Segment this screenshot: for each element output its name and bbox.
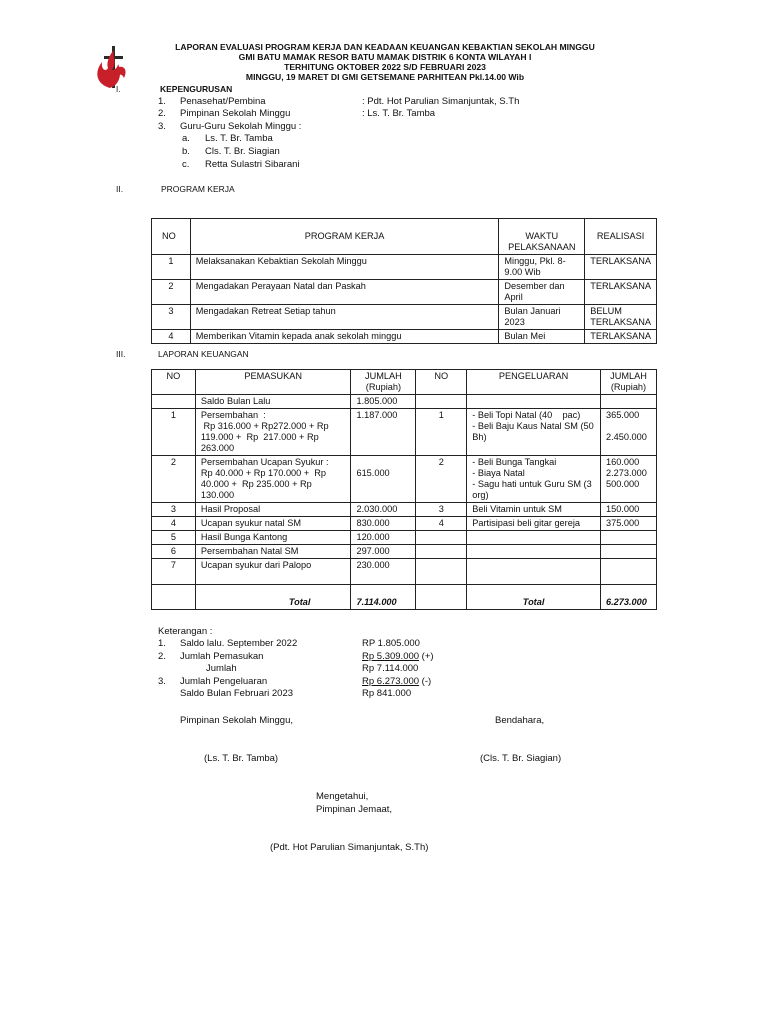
col-header-pengeluaran: PENGELUARAN xyxy=(467,370,601,395)
keterangan-label: Jumlah xyxy=(206,663,237,674)
kepengurusan-num: 1. xyxy=(158,96,166,107)
cell-no: 5 xyxy=(152,531,196,545)
total-pengeluaran: 6.273.000 xyxy=(600,585,656,610)
report-title-line-4: MINGGU, 19 MARET DI GMI GETSEMANE PARHITEAN Pkl.14.00 Wib xyxy=(245,72,525,82)
signature-left-title: Pimpinan Sekolah Minggu, xyxy=(180,715,294,726)
table-row xyxy=(152,545,657,559)
cell-pemasukan: Persembahan Ucapan Syukur : Rp 40.000 + Rp 170.000 + Rp 40.000 + Rp 235.000 + Rp 130.000 xyxy=(195,456,351,503)
keterangan-num: 2. xyxy=(158,651,166,662)
cell-no: 6 xyxy=(152,545,196,559)
total-label-2: Total xyxy=(467,585,601,610)
cell-realisasi: TERLAKSANA xyxy=(585,280,657,305)
table-row xyxy=(152,559,657,585)
cell-jumlah: 297.000 xyxy=(351,545,416,559)
cell-no: 4 xyxy=(152,330,191,344)
table-row xyxy=(152,517,657,531)
col-header-pemasukan: PEMASUKAN xyxy=(195,370,351,395)
col-header-program: PROGRAM KERJA xyxy=(190,219,499,255)
kepengurusan-label: Pimpinan Sekolah Minggu xyxy=(180,108,291,119)
cell-pemasukan: Persembahan : Rp 316.000 + Rp272.000 + Rp 119.000 + Rp 217.000 + Rp 263.000 xyxy=(195,409,351,456)
keterangan-label: Saldo Bulan Februari 2023 xyxy=(180,688,294,699)
cell-pemasukan: Hasil Proposal xyxy=(195,503,351,517)
keterangan-label: Saldo lalu. September 2022 xyxy=(180,638,298,649)
keterangan-amount: Rp 6.273.000 xyxy=(362,676,420,687)
cell-waktu: Bulan Januari 2023 xyxy=(499,305,585,330)
kepengurusan-label: Penasehat/Pembina xyxy=(180,96,266,107)
table-row xyxy=(152,280,657,305)
report-title-line-1: LAPORAN EVALUASI PROGRAM KERJA DAN KEADAAN KEUANGAN KEBAKTIAN SEKOLAH MINGGU xyxy=(175,42,595,52)
cell-pengeluaran: Beli Vitamin untuk SM xyxy=(467,503,601,517)
saldo-value: 1.805.000 xyxy=(351,395,416,409)
keuangan-table xyxy=(151,369,657,610)
cell-no-2: 1 xyxy=(416,409,467,456)
keterangan-sign: (+) xyxy=(419,651,434,662)
keterangan-label: Jumlah Pengeluaran xyxy=(180,676,268,687)
saldo-row xyxy=(152,395,657,409)
col-header-jumlah-2: JUMLAH (Rupiah) xyxy=(600,370,656,395)
cell-pengeluaran: - Beli Topi Natal (40 pac) - Beli Baju Kaus Natal SM (50 Bh) xyxy=(467,409,601,456)
keterangan-value xyxy=(362,651,434,662)
cell-program: Mengadakan Retreat Setiap tahun xyxy=(190,305,499,330)
cell-pemasukan: Ucapan syukur natal SM xyxy=(195,517,351,531)
col-header-jumlah: JUMLAH (Rupiah) xyxy=(351,370,416,395)
cell-pemasukan: Persembahan Natal SM xyxy=(195,545,351,559)
table-row xyxy=(152,503,657,517)
kepengurusan-num: 3. xyxy=(158,121,166,132)
signature-left-name: (Ls. T. Br. Tamba) xyxy=(204,753,279,764)
kepengurusan-value: : Pdt. Hot Parulian Simanjuntak, S.Th xyxy=(362,96,520,107)
cell-realisasi: TERLAKSANA xyxy=(585,255,657,280)
table-row xyxy=(152,330,657,344)
cell-program: Memberikan Vitamin kepada anak sekolah minggu xyxy=(190,330,499,344)
table-row xyxy=(152,255,657,280)
signature-right-title: Bendahara, xyxy=(495,715,545,726)
teacher-letter: a. xyxy=(182,133,190,144)
keterangan-value xyxy=(362,676,431,687)
report-title-line-3: TERHITUNG OKTOBER 2022 S/D FEBRUARI 2023 xyxy=(284,62,486,72)
cell-waktu: Minggu, Pkl. 8-9.00 Wib xyxy=(499,255,585,280)
teacher-letter: c. xyxy=(182,159,190,170)
cell-jumlah: 230.000 xyxy=(351,559,416,585)
total-label: Total xyxy=(195,585,351,610)
cell-jumlah: 120.000 xyxy=(351,531,416,545)
keterangan-value: Rp 7.114.000 xyxy=(362,663,419,674)
keterangan-num: 3. xyxy=(158,676,166,687)
cell-pengeluaran: - Beli Bunga Tangkai - Biaya Natal - Sagu hati untuk Guru SM (3 org) xyxy=(467,456,601,503)
cell-jumlah-2: 160.000 2.273.000 500.000 xyxy=(600,456,656,503)
cell-no: 7 xyxy=(152,559,196,585)
cell-pengeluaran: Partisipasi beli gitar gereja xyxy=(467,517,601,531)
signature-bottom-name: (Pdt. Hot Parulian Simanjuntak, S.Th) xyxy=(270,842,429,853)
table-row xyxy=(152,409,657,456)
mengetahui-label: Mengetahui, xyxy=(316,791,369,802)
pimpinan-jemaat-label: Pimpinan Jemaat, xyxy=(316,804,393,815)
keterangan-title: Keterangan : xyxy=(158,626,213,637)
kepengurusan-label: Guru-Guru Sekolah Minggu : xyxy=(180,121,302,132)
section-3-title: LAPORAN KEUANGAN xyxy=(158,349,249,359)
saldo-label: Saldo Bulan Lalu xyxy=(195,395,351,409)
keterangan-value: RP 1.805.000 xyxy=(362,638,420,649)
teacher-name: Retta Sulastri Sibarani xyxy=(205,159,300,170)
col-header-realisasi: REALISASI xyxy=(585,219,657,255)
keterangan-amount: Rp 5.309.000 xyxy=(362,651,420,662)
cell-no-2: 3 xyxy=(416,503,467,517)
cross-flame-logo xyxy=(92,44,136,90)
cell-no: 1 xyxy=(152,409,196,456)
keterangan-value: Rp 841.000 xyxy=(362,688,412,699)
col-header-no: NO xyxy=(152,370,196,395)
teacher-letter: b. xyxy=(182,146,190,157)
total-row xyxy=(152,585,657,610)
cell-jumlah-2: 375.000 xyxy=(600,517,656,531)
report-title-line-2: GMI BATU MAMAK RESOR BATU MAMAK DISTRIK 6 KONTA WILAYAH I xyxy=(238,52,532,62)
cell-jumlah: 2.030.000 xyxy=(351,503,416,517)
cell-no: 2 xyxy=(152,280,191,305)
cell-no-2: 4 xyxy=(416,517,467,531)
section-2-title: PROGRAM KERJA xyxy=(161,184,235,194)
total-pemasukan: 7.114.000 xyxy=(351,585,416,610)
table-row xyxy=(152,531,657,545)
cell-no: 3 xyxy=(152,305,191,330)
cell-program: Mengadakan Perayaan Natal dan Paskah xyxy=(190,280,499,305)
col-header-waktu: WAKTU PELAKSANAAN xyxy=(499,219,585,255)
cell-pemasukan: Hasil Bunga Kantong xyxy=(195,531,351,545)
cell-jumlah-2: 150.000 xyxy=(600,503,656,517)
cell-pemasukan: Ucapan syukur dari Palopo xyxy=(195,559,351,585)
section-2-number: II. xyxy=(116,184,124,194)
keterangan-label: Jumlah Pemasukan xyxy=(180,651,264,662)
cell-jumlah: 830.000 xyxy=(351,517,416,531)
program-table xyxy=(151,218,657,344)
kepengurusan-num: 2. xyxy=(158,108,166,119)
table-row xyxy=(152,305,657,330)
table-row xyxy=(152,456,657,503)
section-3-number: III. xyxy=(116,349,126,359)
col-header-no: NO xyxy=(152,219,191,255)
cell-jumlah-2: 365.000 2.450.000 xyxy=(600,409,656,456)
cell-no: 1 xyxy=(152,255,191,280)
cell-jumlah: 615.000 xyxy=(351,456,416,503)
teacher-name: Ls. T. Br. Tamba xyxy=(205,133,273,144)
keterangan-num: 1. xyxy=(158,638,166,649)
cell-no: 2 xyxy=(152,456,196,503)
cell-program: Melaksanakan Kebaktian Sekolah Minggu xyxy=(190,255,499,280)
cell-no: 4 xyxy=(152,517,196,531)
cell-waktu: Bulan Mei xyxy=(499,330,585,344)
cell-waktu: Desember dan April xyxy=(499,280,585,305)
teacher-name: Cls. T. Br. Siagian xyxy=(205,146,280,157)
keterangan-sign: (-) xyxy=(419,676,432,687)
kepengurusan-value: : Ls. T. Br. Tamba xyxy=(362,108,436,119)
cell-jumlah: 1.187.000 xyxy=(351,409,416,456)
section-1-number: I. xyxy=(116,85,121,94)
signature-right-name: (Cls. T. Br. Siagian) xyxy=(480,753,562,764)
col-header-no-2: NO xyxy=(416,370,467,395)
cell-no: 3 xyxy=(152,503,196,517)
cell-realisasi: TERLAKSANA xyxy=(585,330,657,344)
cell-realisasi: BELUM TERLAKSANA xyxy=(585,305,657,330)
section-1-title: KEPENGURUSAN xyxy=(160,84,233,94)
cell-no-2: 2 xyxy=(416,456,467,503)
